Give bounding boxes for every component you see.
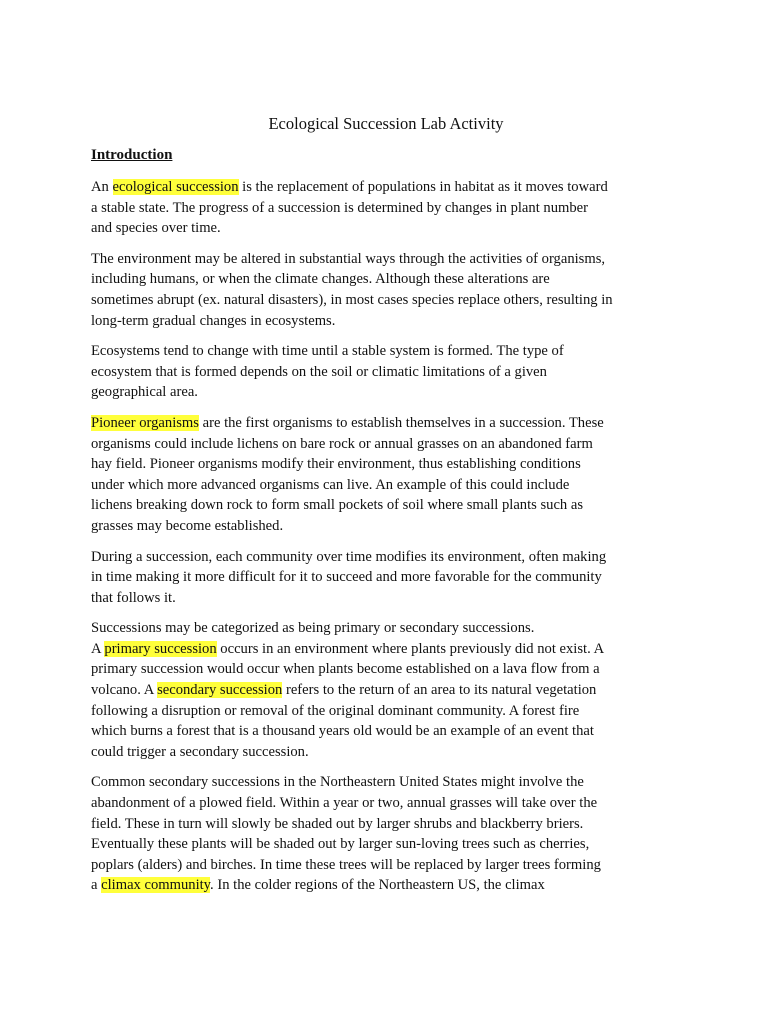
text-line: under which more advanced organisms can live. An example of this could include (91, 476, 570, 493)
text-run: volcano. A (91, 682, 158, 699)
text-run: refers to the return of an area to its natural vegetation (282, 682, 597, 699)
text-line: following a disruption or removal of the original dominant community. A forest fire (91, 702, 580, 719)
text-run: An (91, 179, 113, 195)
text-line: and species over time. (91, 220, 221, 237)
paragraph-2 (91, 249, 681, 331)
text-line: Eventually these plants will be shaded out by larger sun-loving trees such as cherries, (91, 836, 590, 853)
text-line: The environment may be altered in substantial ways through the activities of organisms, (91, 250, 606, 267)
paragraph-3 (91, 341, 681, 403)
text-line (91, 177, 681, 198)
highlighted-term-secondary-succession: secondary succession (157, 682, 283, 699)
section-heading-introduction: Introduction (91, 147, 173, 163)
text-line: Common secondary successions in the Northeastern United States might involve the (91, 774, 584, 791)
paragraph-1 (91, 177, 681, 239)
paragraph-4 (91, 413, 681, 537)
text-run: . In the colder regions of the Northeastern US, the climax (210, 877, 545, 894)
text-line (91, 413, 681, 434)
text-line: long-term gradual changes in ecosystems. (91, 312, 336, 329)
highlighted-term-pioneer-organisms: Pioneer organisms (91, 414, 199, 431)
text-line: field. These in turn will slowly be shaded out by larger shrubs and blackberry briers. (91, 815, 584, 832)
text-run: A (91, 640, 105, 657)
text-line: in time making it more difficult for it to succeed and more favorable for the community (91, 569, 602, 586)
highlighted-term-ecological-succession: ecological succession (112, 179, 239, 195)
text-run: occurs in an environment where plants previously did not exist. A (216, 640, 605, 657)
text-line: a stable state. The progress of a succession is determined by changes in plant number (91, 199, 588, 216)
text-line: geographical area. (91, 384, 198, 401)
text-line: could trigger a secondary succession. (91, 743, 309, 760)
text-line: Ecosystems tend to change with time until a stable system is formed. The type of (91, 343, 564, 360)
highlighted-term-climax-community: climax community (101, 877, 211, 894)
paragraph-7 (91, 772, 681, 896)
text-line (91, 639, 681, 660)
document-title: Ecological Succession Lab Activity (268, 114, 504, 133)
text-run: is the replacement of populations in habitat as it moves toward (238, 179, 608, 195)
text-line: grasses may become established. (91, 517, 284, 534)
text-run: a (91, 877, 102, 894)
text-line: hay field. Pioneer organisms modify their environment, thus establishing conditions (91, 456, 581, 473)
text-line: abandonment of a plowed field. Within a year or two, annual grasses will take over the (91, 795, 598, 812)
text-line: Successions may be categorized as being primary or secondary successions. (91, 620, 535, 637)
text-line (91, 680, 681, 701)
text-line: During a succession, each community over time modifies its environment, often making (91, 548, 607, 565)
text-line: sometimes abrupt (ex. natural disasters), in most cases species replace others, resulting in (91, 291, 613, 308)
text-line: that follows it. (91, 589, 176, 606)
paragraph-5 (91, 547, 681, 609)
text-line: poplars (alders) and birches. In time these trees will be replaced by larger trees forming (91, 856, 601, 873)
text-run: are the first organisms to establish themselves in a succession. These (198, 414, 604, 431)
text-line: including humans, or when the climate changes. Although these alterations are (91, 271, 550, 288)
text-line (91, 875, 681, 896)
text-line: primary succession would occur when plants become established on a lava flow from a (91, 661, 600, 678)
text-line: organisms could include lichens on bare rock or annual grasses on an abandoned farm (91, 435, 593, 452)
text-line: lichens breaking down rock to form small pockets of soil where small plants such as (91, 497, 584, 514)
document-page (91, 113, 681, 906)
text-line: which burns a forest that is a thousand years old would be an example of an event that (91, 723, 594, 740)
text-line: ecosystem that is formed depends on the soil or climatic limitations of a given (91, 363, 547, 380)
highlighted-term-primary-succession: primary succession (104, 640, 217, 657)
paragraph-6 (91, 618, 681, 762)
